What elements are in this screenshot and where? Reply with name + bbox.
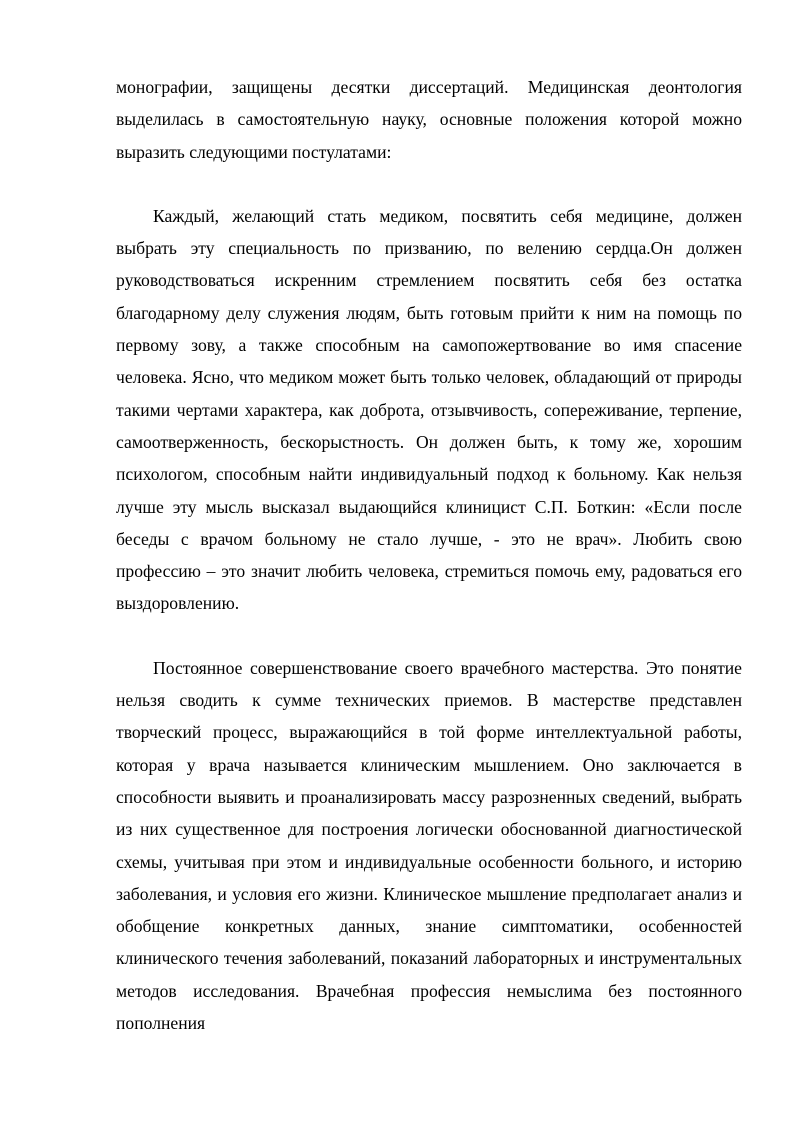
paragraph-continuation: монографии, защищены десятки диссертаций. Медицинская деонтология выделилась в самостоятельную науку, основные положения которой можно выразить следующими постулатами: xyxy=(116,77,742,162)
paragraph-spacer xyxy=(116,168,742,200)
paragraph-spacer xyxy=(116,620,742,652)
paragraph-vocation: Каждый, желающий стать медиком, посвятить себя медицине, должен выбрать эту специальность по призванию, по велению сердца.Он должен руководствоваться искренним стремлением посвятить себя без остатка благодарному делу служения людям, быть готовым прийти к ним на помощь по первому зову, а также способным на самопожертвование во имя спасение человека. Ясно, что медиком может быть только человек, обладающий от природы такими чертами характера, как доброта, отзывчивость, сопереживание, терпение, самоотверженность, бескорыстность. Он должен быть, к тому же, хорошим психологом, способным найти индивидуальный подход к больному. Как нельзя лучше эту мысль высказал выдающийся клиницист С.П. Боткин: «Если после беседы с врачом больному не стало лучше, - это не врач». Любить свою профессию – это значит любить человека, стремиться помочь ему, радоваться его выздоровлению. xyxy=(116,205,742,614)
document-page xyxy=(116,71,742,1039)
paragraph-mastery: Постоянное совершенствование своего врачебного мастерства. Это понятие нельзя сводить к сумме технических приемов. В мастерстве представлен творческий процесс, выражающийся в той форме интеллектуальной работы, которая у врача называется клиническим мышлением. Оно заключается в способности выявить и проанализировать массу разрозненных сведений, выбрать из них существенное для построения логически обоснованной диагностической схемы, учитывая при этом и индивидуальные особенности больного, и историю заболевания, и условия его жизни. Клиническое мышление предполагает анализ и обобщение конкретных данных, знание симптоматики, особенностей клинического течения заболеваний, показаний лабораторных и инструментальных методов исследования. Врачебная профессия немыслима без постоянного пополнения xyxy=(116,657,742,1034)
